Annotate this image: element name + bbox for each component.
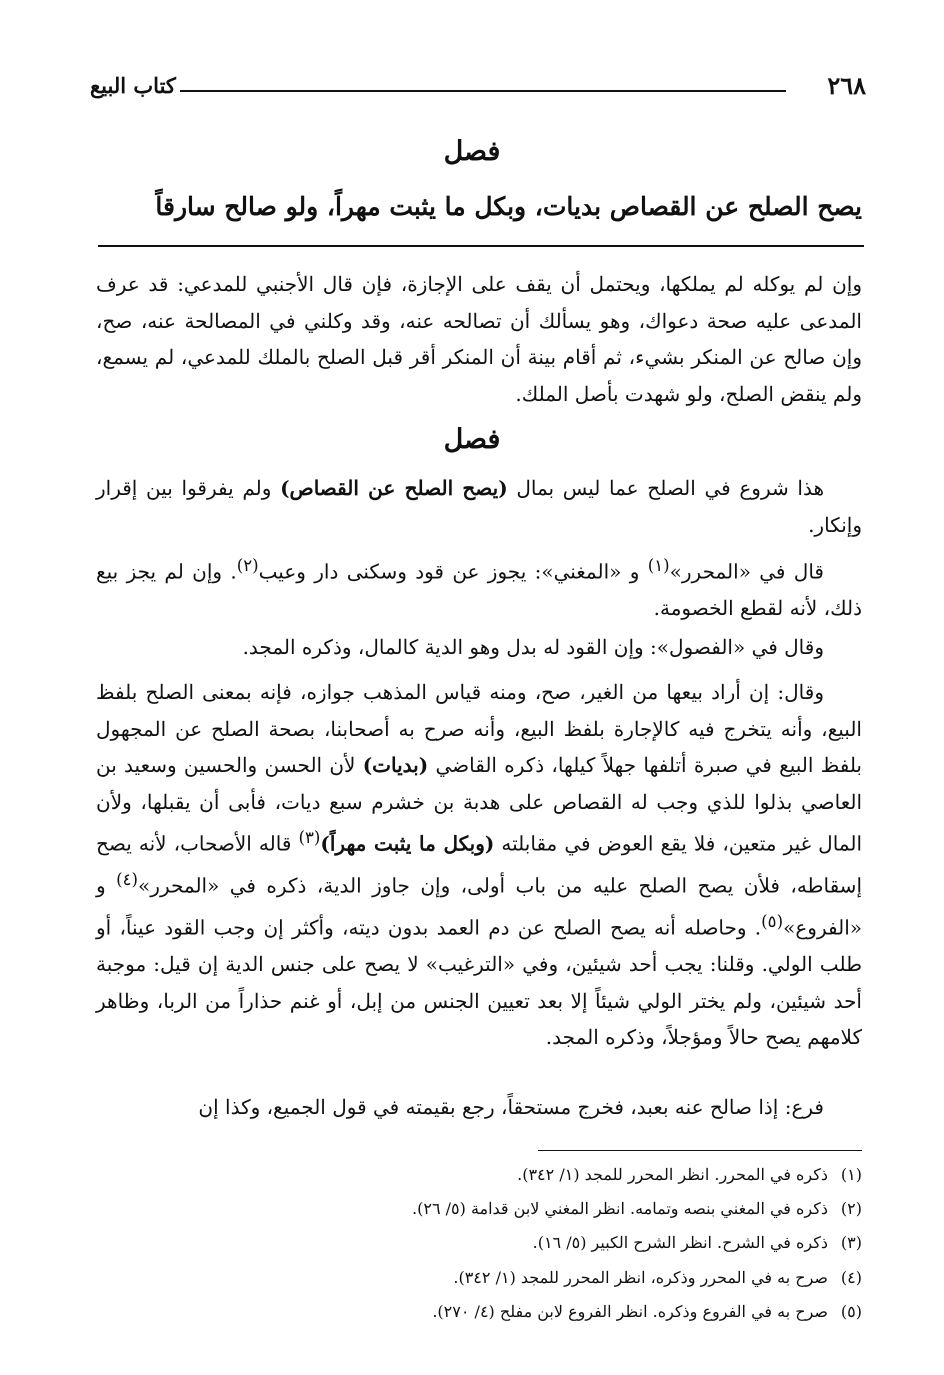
footnote-ref[interactable]: (٤) bbox=[116, 870, 139, 890]
footnote-ref[interactable]: (٢) bbox=[236, 556, 259, 575]
footnote-item bbox=[96, 1226, 862, 1260]
footnote-item bbox=[96, 1295, 862, 1329]
footnote-number: (٢) bbox=[840, 1199, 862, 1219]
paragraph: وإن لم يوكله لم يملكها، ويحتمل أن يقف على الإجازة، فإن قال الأجنبي للمدعي: قد عرف المدعى عليه صحة دعواك، وهو يسألك أن تصالحه عنه، وقد وكلني في المصالحة عنه، صح، وإن صالح عن المنكر بشيء، ثم أقام بينة أن المنكر أقر قبل الصلح بالملك للمدعي، لم يسمع، ولم ينقض الصلح، ولو شهدت بأصل الملك. bbox=[96, 272, 862, 406]
section-heading: فصل bbox=[443, 136, 501, 167]
footnote-ref[interactable]: (٣) bbox=[298, 828, 321, 847]
footnote-ref[interactable]: (٥) bbox=[761, 912, 784, 932]
paragraph: قال في «المحرر»$^{(١)}$ و «المغني»: يجوز عن قود وسكنى دار وعيب$^{(٢)}$. وإن لم يجز بيع ذلك، لأنه لقطع الخصومة. bbox=[96, 556, 862, 621]
paragraph: وقال: إن أراد بيعها من الغير، صح، ومنه قياس المذهب جوازه، فإنه بمعنى الصلح بلفظ البيع، وأنه يتخرج فيه كالإجارة بلفظ البيع، وأنه صرح به أصحابنا، بصحة الصلح عن المجهول بلفظ البيع في صبرة أتلفها جهلاً كيلها، ذكره القاضي (بديات) لأن الحسن والحسين وسعيد بن العاصي بذلوا للذي وجب له القصاص على هدبة بن خشرم سبع ديات، فأبى أن يقبلها، ولأن المال غير متعين، فلا يقع العوض في مقابلته (وبكل ما يثبت مهراً)$^{(٣)}$ قاله الأصحاب، لأنه يصح إسقاطه، فلأن يصح الصلح عليه من باب أولى، وإن جاوز الدية، ذكره في «المحرر»$^{(٤)}$ و «الفروع»$^{(٥)}$. وحاصله أنه يصح الصلح عن دم العمد بدون ديته، وأكثر إن وجب القود عيناً، أو طلب الولي. وقلنا: يجب أحد شيئين، وفي «الترغيب» لا يصح على جنس الدية إن قيل: موجبة أحد شيئين، ولم يختر الولي شيئاً إلا بعد تعيين الجنس من إبل، أو غنم حذاراً من الربا، وظاهر كلامهم يصح حالاً ومؤجلاً، وذكره المجد. bbox=[96, 680, 863, 1050]
section-heading: فصل bbox=[443, 424, 501, 455]
footnote-text: صرح به في الفروع وذكره. انظر الفروع لابن مفلح (٤/ ٢٧٠). bbox=[432, 1301, 828, 1321]
header-rule bbox=[180, 90, 786, 92]
footnote-item bbox=[96, 1158, 862, 1192]
footnote-number: (٣) bbox=[840, 1233, 862, 1253]
footnote-text: صرح به في المحرر وذكره، انظر المحرر للمجد (١/ ٣٤٢). bbox=[453, 1267, 828, 1287]
matn-text: يصح الصلح عن القصاص بديات، وبكل ما يثبت مهراً، ولو صالح سارقاً bbox=[155, 192, 862, 221]
footnote-ref[interactable]: (١) bbox=[647, 556, 670, 575]
footnote-number: (٥) bbox=[840, 1301, 862, 1321]
footnote-item bbox=[96, 1261, 862, 1295]
running-header bbox=[90, 70, 866, 102]
footnote-separator bbox=[538, 1150, 862, 1151]
footnote-text: ذكره في المحرر. انظر المحرر للمجد (١/ ٣٤٢). bbox=[517, 1165, 828, 1184]
book-title: كتاب البيع bbox=[90, 73, 176, 98]
matn-quote: (يصح الصلح عن القصاص) bbox=[280, 476, 508, 500]
page-number: ٢٦٨ bbox=[827, 71, 866, 100]
paragraph: هذا شروع في الصلح عما ليس بمال (يصح الصلح عن القصاص) ولم يفرقوا بين إقرار وإنكار. bbox=[96, 476, 862, 537]
paragraph: وقال في «الفصول»: وإن القود له بدل وهو الدية كالمال، وذكره المجد. bbox=[242, 635, 824, 659]
footnote-text: ذكره في المغني بنصه وتمامه. انظر المغني لابن قدامة (٥/ ٢٦). bbox=[412, 1199, 828, 1219]
footnotes bbox=[96, 1158, 862, 1329]
footnote-item bbox=[96, 1192, 862, 1226]
footnote-number: (٤) bbox=[840, 1267, 862, 1287]
footnote-number: (١) bbox=[840, 1165, 862, 1184]
matn-quote: (وبكل ما يثبت مهراً) bbox=[320, 831, 495, 856]
paragraph: فرع: إذا صالح عنه بعبد، فخرج مستحقاً، رجع بقيمته في قول الجميع، وكذا إن bbox=[198, 1095, 824, 1119]
matn-quote: (بديات) bbox=[362, 753, 429, 777]
footnote-text: ذكره في الشرح. انظر الشرح الكبير (٥/ ١٦). bbox=[532, 1233, 828, 1253]
matn-separator bbox=[98, 245, 864, 247]
